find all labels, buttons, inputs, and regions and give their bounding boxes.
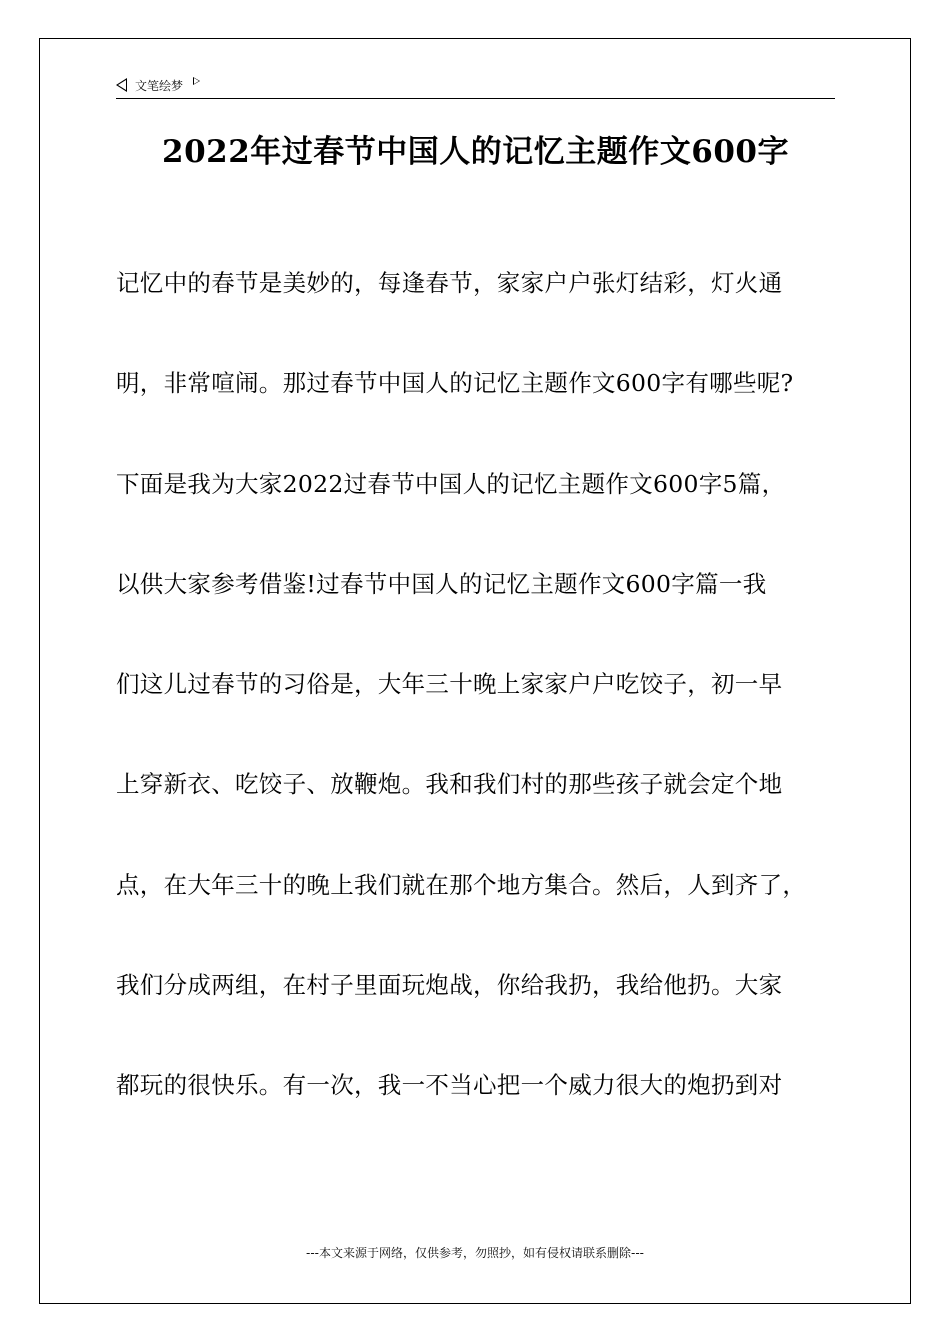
body-line: 明，非常喧闹。那过春节中国人的记忆主题作文600字有哪些呢?: [116, 369, 794, 398]
triangle-right-outline-icon: [193, 77, 200, 85]
triangle-left-outline-icon: [116, 78, 127, 92]
body-line: 们这儿过春节的习俗是，大年三十晚上家家户户吃饺子，初一早: [116, 670, 783, 699]
body-line: 点，在大年三十的晚上我们就在那个地方集合。然后，人到齐了，: [116, 870, 807, 899]
body-line: 都玩的很快乐。有一次，我一不当心把一个威力很大的炮扔到对: [116, 1071, 783, 1100]
body-line: 记忆中的春节是美妙的，每逢春节，家家户户张灯结彩，灯火通: [116, 269, 783, 297]
header-divider: [116, 98, 835, 99]
body-line: 以供大家参考借鉴!过春节中国人的记忆主题作文600字篇一我: [116, 569, 767, 598]
body-line: 上穿新衣、吃饺子、放鞭炮。我和我们村的那些孩子就会定个地: [116, 770, 783, 799]
body-line: 下面是我为大家2022过春节中国人的记忆主题作文600字5篇，: [116, 469, 786, 498]
document-title: 2022年过春节中国人的记忆主题作文600字: [162, 134, 789, 170]
body-line: 我们分成两组，在村子里面玩炮战，你给我扔，我给他扔。大家: [116, 971, 783, 1000]
header-label: 文笔绘梦: [135, 78, 184, 93]
page-header: [116, 72, 200, 98]
footer-disclaimer: ---本文来源于网络，仅供参考，勿照抄，如有侵权请联系删除---: [306, 1246, 644, 1260]
body-text: [116, 255, 846, 1158]
